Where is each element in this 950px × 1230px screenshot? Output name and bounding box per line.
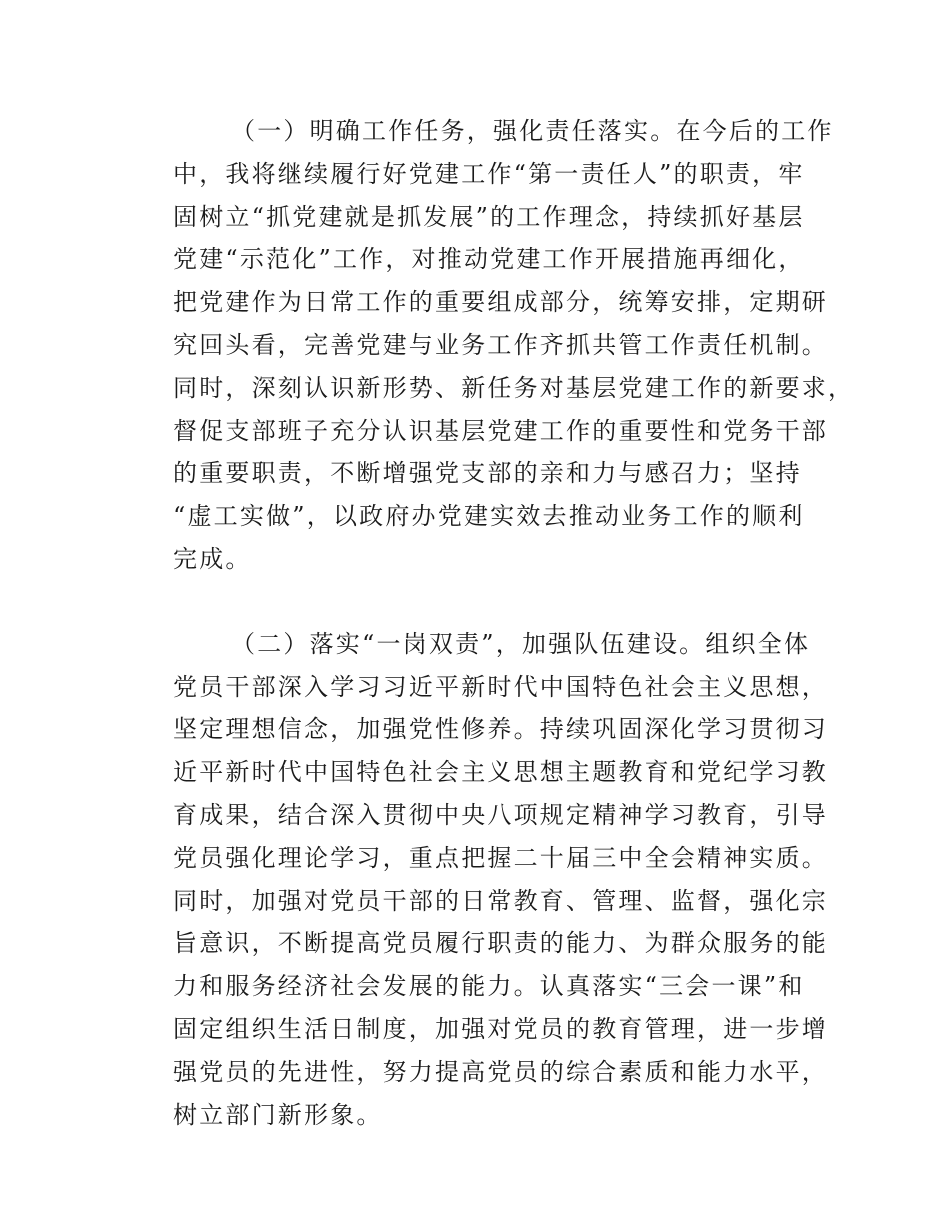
paragraph-line: 党员强化理论学习，重点把握二十届三中全会精神实质。 (173, 843, 828, 872)
paragraph-2 (173, 623, 828, 1137)
paragraph-line: “虚工实做”，以政府办党建实效去推动业务工作的顺利 (173, 502, 805, 531)
paragraph-line: （二）落实“一岗双责”，加强队伍建设。组织全体 (231, 629, 811, 658)
paragraph-line: （一）明确工作任务，强化责任落实。在今后的工作 (231, 117, 834, 145)
paragraph-line: 强党员的先进性，努力提高党员的综合素质和能力水平， (173, 1057, 828, 1086)
paragraph-line: 完成。 (173, 544, 252, 573)
paragraph-line: 近平新时代中国特色社会主义思想主题教育和党纪学习教 (173, 758, 828, 787)
paragraph-line: 力和服务经济社会发展的能力。认真落实“三会一课”和 (173, 972, 805, 1001)
paragraph-line: 育成果，结合深入贯彻中央八项规定精神学习教育，引导 (173, 800, 828, 829)
paragraph-line: 固定组织生活日制度，加强对党员的教育管理，进一步增 (173, 1014, 828, 1043)
paragraph-spacer (173, 581, 813, 623)
paragraph-line: 究回头看，完善党建与业务工作齐抓共管工作责任机制。 (173, 330, 828, 359)
paragraph-line: 同时，深刻认识新形势、新任务对基层党建工作的新要求， (173, 373, 855, 402)
paragraph-line: 督促支部班子充分认识基层党建工作的重要性和党务干部 (173, 416, 828, 445)
paragraph-line: 的重要职责，不断增强党支部的亲和力与感召力；坚持 (173, 459, 802, 488)
paragraph-line: 同时，加强对党员干部的日常教育、管理、监督，强化宗 (173, 886, 828, 915)
paragraph-line: 树立部门新形象。 (173, 1100, 383, 1129)
paragraph-line: 党建“示范化”工作，对推动党建工作开展措施再细化， (173, 245, 805, 274)
document-body (173, 110, 855, 1136)
paragraph-line: 把党建作为日常工作的重要组成部分，统筹安排，定期研 (173, 288, 828, 317)
paragraph-line: 坚定理想信念，加强党性修养。持续巩固深化学习贯彻习 (173, 715, 828, 744)
paragraph-1 (173, 110, 855, 581)
paragraph-line: 旨意识，不断提高党员履行职责的能力、为群众服务的能 (173, 929, 828, 958)
paragraph-line: 中，我将继续履行好党建工作“第一责任人”的职责，牢 (173, 159, 805, 188)
paragraph-line: 党员干部深入学习习近平新时代中国特色社会主义思想， (173, 672, 828, 701)
paragraph-line: 固树立“抓党建就是抓发展”的工作理念，持续抓好基层 (173, 202, 805, 231)
